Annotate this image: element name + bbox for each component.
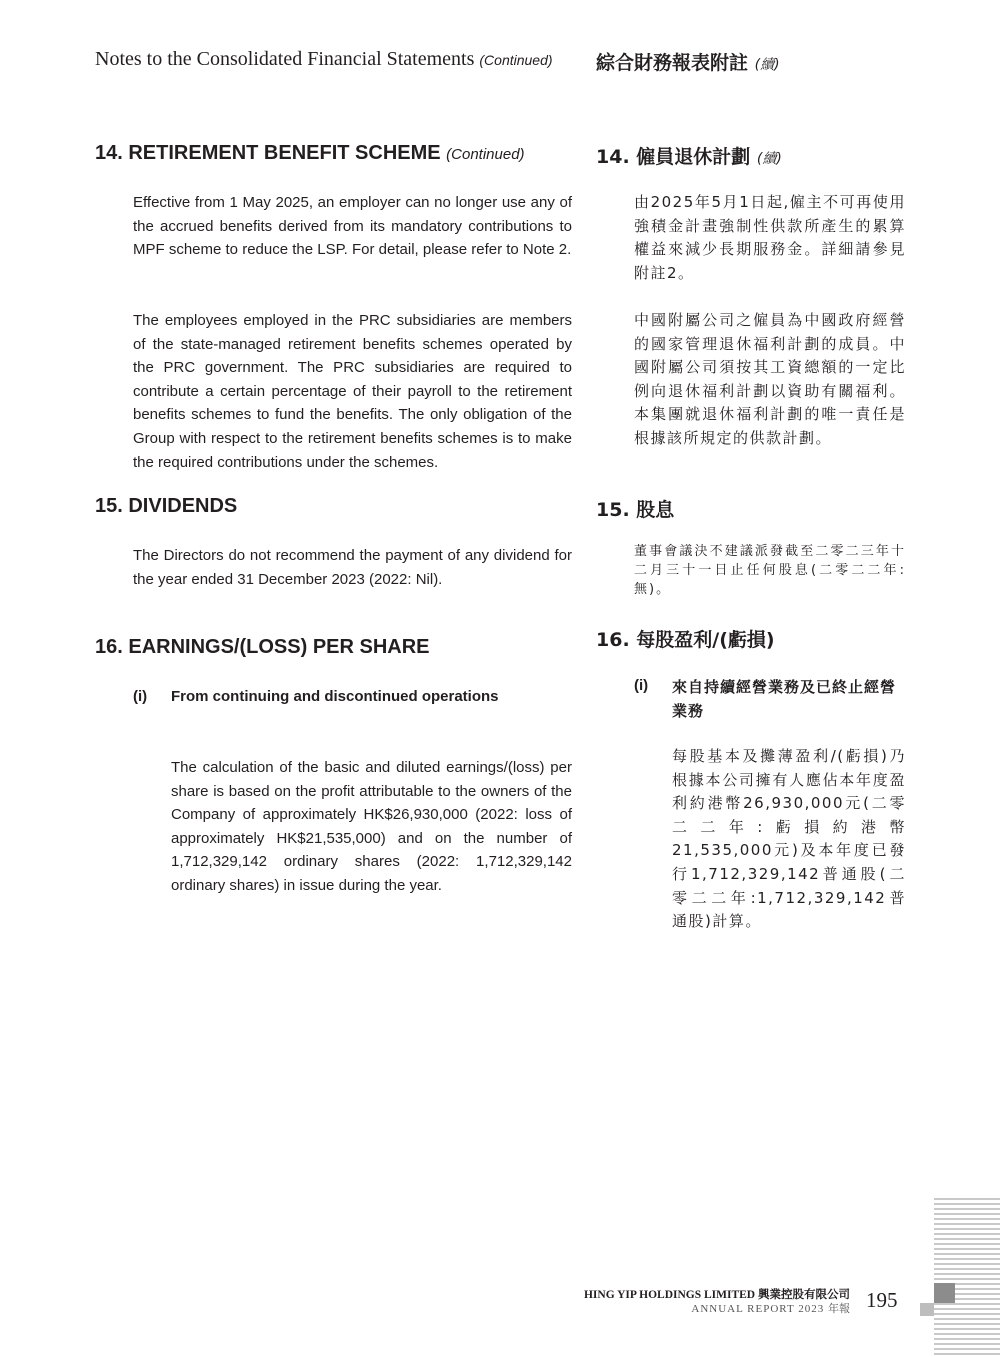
section-16-sub-heading-en: From continuing and discontinued operations — [171, 688, 499, 705]
section-15-para-zh: 董事會議決不建議派發截至二零二三年十二月三十一日止任何股息(二零二二年:無)。 — [634, 544, 906, 597]
section-16-sub-heading-zh: 來自持續經營業務及已終止經營業務 — [672, 678, 897, 720]
section-16-sub-number-en: (i) — [133, 688, 148, 705]
header-title-zh: 綜合財務報表附註 — [596, 52, 749, 74]
section-14-para1-zh: 由2025年5月1日起,僱主不可再使用強積金計畫強制性供款所產生的累算權益來減少長期服務金。詳細請參見附註2。 — [634, 193, 906, 282]
section-15-para-en: The Directors do not recommend the payment of any dividend for the year ended 31 December 2023 (2022: Nil). — [133, 547, 572, 588]
footer-company-en: HING YIP HOLDINGS LIMITED — [583, 1289, 756, 1301]
section-14-continued-zh: (續) — [756, 151, 782, 167]
decorative-square-dark — [934, 1283, 955, 1303]
page-header-en — [95, 48, 553, 71]
section-14-heading-zh — [596, 142, 782, 169]
section-14-para1-en: Effective from 1 May 2025, an employer can no longer use any of the accrued benefits derived from its mandatory contributions to MPF scheme to reduce the LSP. For detail, please refer to Note 2. — [133, 194, 572, 259]
section-14-para2-zh: 中國附屬公司之僱員為中國政府經營的國家管理退休福利計劃的成員。中國附屬公司須按其工資總額的一定比例向退休福利計劃以資助有關福利。本集團就退休福利計劃的唯一責任是根據該所規定的供款計劃。 — [634, 311, 906, 447]
section-14-title-en: 14. RETIREMENT BENEFIT SCHEME — [95, 142, 441, 164]
footer-company-zh: 興業控股有限公司 — [758, 1287, 850, 1301]
section-14-title-zh: 14. 僱員退休計劃 — [596, 146, 751, 168]
footer-report — [691, 1300, 850, 1316]
section-16-para-zh: 每股基本及攤薄盈利/(虧損)乃根據本公司擁有人應佔本年度盈利約港幣26,930,000元(二零二二年:虧損約港幣21,535,000元)及本年度已發行1,712,329,142普通股(二零二二年:1,712,329,142普通股)計算。 — [672, 747, 906, 931]
section-16-para-en: The calculation of the basic and diluted earnings/(loss) per share is based on the profit attributable to the owners of the Company of approximately HK$26,930,000 (2022: loss of approximately HK$21,535,000) and on the number of 1,712,329,142 ordinary shares (2022: 1,712,329,142 ordinary shares) in issue during the year. — [171, 759, 572, 894]
section-16-sub-number-zh: (i) — [634, 677, 649, 694]
page-header-zh — [596, 48, 780, 75]
section-14-heading-en — [95, 142, 525, 165]
header-continued-zh: (續) — [754, 57, 780, 73]
section-15-heading-zh: 15. 股息 — [596, 499, 675, 521]
decorative-square-light — [920, 1303, 934, 1316]
header-continued-en: (Continued) — [479, 52, 553, 68]
section-14-para2-en: The employees employed in the PRC subsidiaries are members of the state-managed retirement benefits schemes operated by the PRC government. The PRC subsidiaries are required to contribute a certain percentage of their payroll to the retirement benefits schemes to fund the benefits. The only obligation of the Group with respect to the retirement benefits schemes is to make the required contributions under the schemes. — [133, 312, 572, 471]
section-14-continued-en: (Continued) — [446, 146, 525, 163]
section-16-heading-zh: 16. 每股盈利/(虧損) — [596, 629, 775, 651]
page-number: 195 — [866, 1288, 898, 1312]
footer-report-zh: 年報 — [828, 1302, 850, 1315]
header-title-en: Notes to the Consolidated Financial Statements — [95, 48, 475, 70]
section-15-heading-en: 15. DIVIDENDS — [95, 495, 238, 517]
footer-report-en: ANNUAL REPORT 2023 — [691, 1303, 825, 1315]
decorative-stripes — [934, 1198, 1000, 1357]
section-16-heading-en: 16. EARNINGS/(LOSS) PER SHARE — [95, 636, 430, 658]
